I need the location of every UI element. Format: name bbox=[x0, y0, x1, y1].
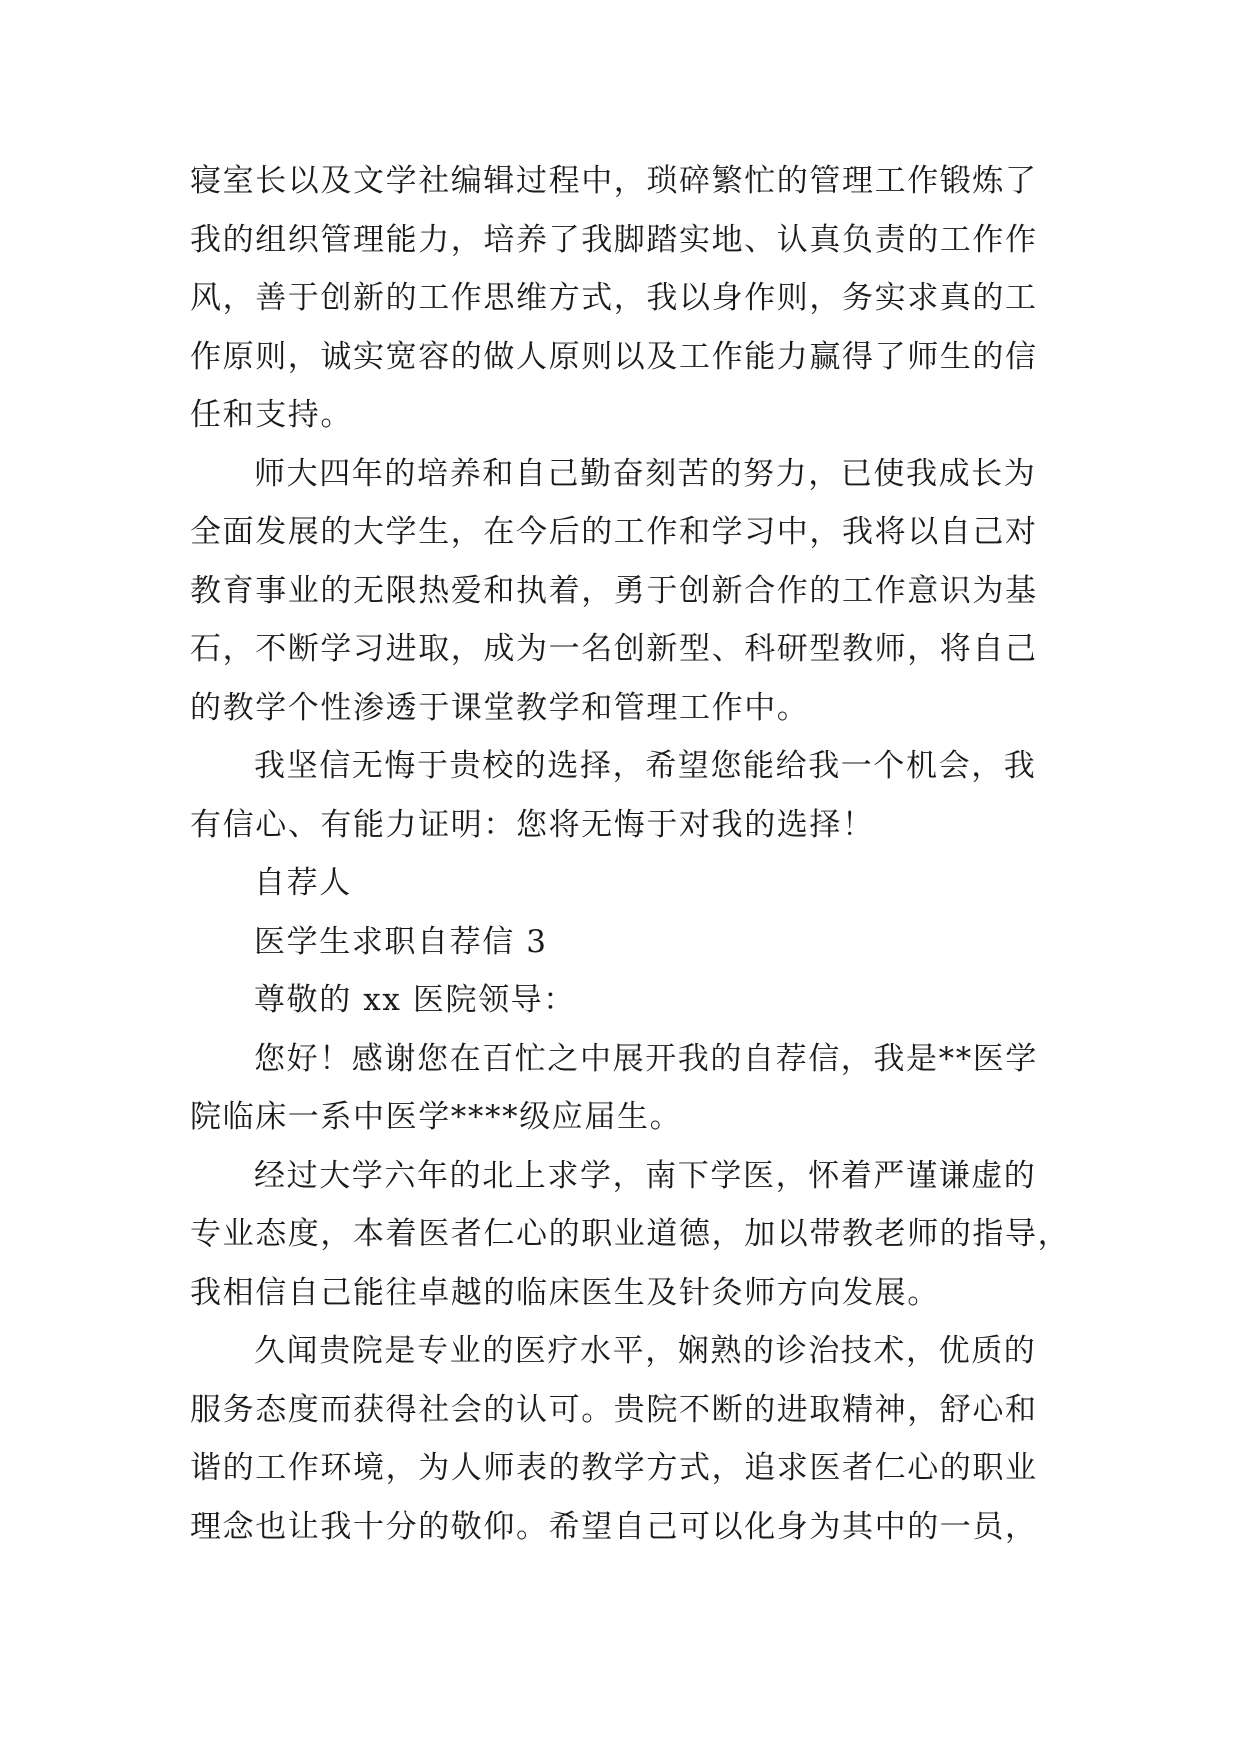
text-line: 我相信自己能往卓越的临床医生及针灸师方向发展。 bbox=[190, 1274, 940, 1311]
text-line: 作原则，诚实宽容的做人原则以及工作能力赢得了师生的信 bbox=[190, 338, 1038, 375]
text-line: 医学生求职自荐信 3 bbox=[254, 923, 548, 960]
text-line: 久闻贵院是专业的医疗水平，娴熟的诊治技术，优质的 bbox=[254, 1333, 1037, 1369]
document-body bbox=[190, 152, 1071, 1556]
text-line: 经过大学六年的北上求学，南下学医，怀着严谨谦虚的 bbox=[254, 1157, 1037, 1194]
text-line: 石，不断学习进取，成为一名创新型、科研型教师，将自己 bbox=[190, 631, 1038, 667]
text-line: 尊敬的 xx 医院领导： bbox=[254, 982, 576, 1018]
text-line: 我的组织管理能力，培养了我脚踏实地、认真负责的工作作 bbox=[190, 221, 1038, 258]
text-line: 全面发展的大学生，在今后的工作和学习中，我将以自己对 bbox=[190, 514, 1038, 550]
text-line: 的教学个性渗透于课堂教学和管理工作中。 bbox=[190, 689, 810, 726]
text-line: 有信心、有能力证明：您将无悔于对我的选择！ bbox=[190, 806, 875, 843]
text-line: 自荐人 bbox=[254, 865, 352, 901]
text-line: 谐的工作环境，为人师表的教学方式，追求医者仁心的职业 bbox=[190, 1450, 1038, 1486]
text-line: 教育事业的无限热爱和执着，勇于创新合作的工作意识为基 bbox=[190, 572, 1038, 609]
text-line: 寝室长以及文学社编辑过程中，琐碎繁忙的管理工作锻炼了 bbox=[190, 163, 1038, 199]
text-line: 任和支持。 bbox=[190, 397, 353, 433]
text-line: 您好！感谢您在百忙之中展开我的自荐信，我是**医学 bbox=[254, 1040, 1038, 1077]
text-line: 理念也让我十分的敬仰。希望自己可以化身为其中的一员， bbox=[190, 1508, 1038, 1545]
text-line: 师大四年的培养和自己勤奋刻苦的努力，已使我成长为 bbox=[254, 455, 1037, 492]
text-line: 专业态度，本着医者仁心的职业道德，加以带教老师的指导， bbox=[190, 1216, 1071, 1252]
text-line: 服务态度而获得社会的认可。贵院不断的进取精神，舒心和 bbox=[190, 1391, 1038, 1428]
text-line: 院临床一系中医学****级应届生。 bbox=[190, 1099, 683, 1135]
text-line: 风，善于创新的工作思维方式，我以身作则，务实求真的工 bbox=[190, 280, 1038, 316]
text-line: 我坚信无悔于贵校的选择，希望您能给我一个机会，我 bbox=[254, 748, 1037, 784]
